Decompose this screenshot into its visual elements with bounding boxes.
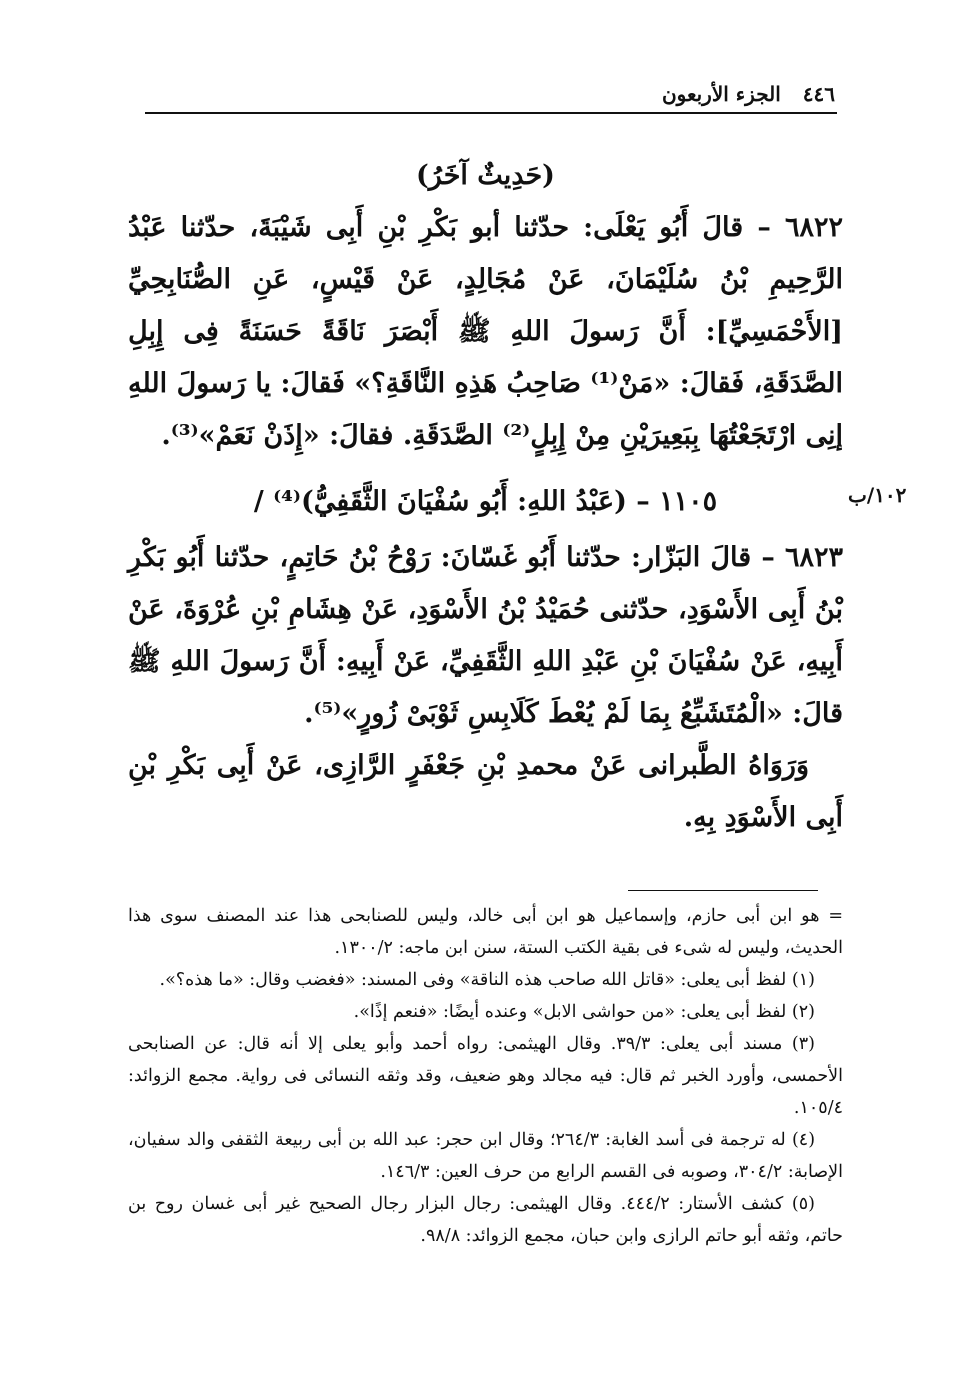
footnote-5: (٥) كشف الأستار: ٤٤٤/٢. وقال الهيثمى: رجال البزار رجال الصحيح غير أبى غسان روح بن حاتم، وثقه أبو حاتم الرازى وابن حبان، مجمع الزوائد: ٩٨/٨. [128,1194,843,1246]
header-rule [145,112,837,114]
part-title: الجزء الأربعون [661,82,781,106]
footnote-3: (٣) مسند أبى يعلى: ٣٩/٣. وقال الهيثمى: رواه أحمد وأبو يعلى إلا أنه قال: عن الصنابحى الأحمسى، وأورد الخبر ثم قال: فيه مجالد وهو ضعيف، وقد وثقه النسائى فى رواية. مجمع الزوائد: ١٠٥/٤. [128,1034,843,1118]
chapter-heading-1105: ١١٠٥ – (عَبْدُ اللهِ: أَبُو سُفْيَانَ الثَّقَفِيُّ)⁽⁴⁾ / [253,486,718,517]
riwaya-note: وَرَوَاهُ الطَّبرانى عَنْ محمدِ بْنِ جَعْفَرٍ الرَّازِى، عَنْ أَبِى بَكْرِ بْنِ أَبِى الأَسْوَدِ بِهِ. [128,750,843,833]
footnotes [128,900,843,1252]
footnote-separator [628,890,818,891]
footnote-4: (٤) له ترجمة فى أسد الغابة: ٢٦٤/٣؛ وقال ابن حجر: عبد الله بن أبى ربيعة الثقفى والد سفيان، الإصابة: ٣٠٤/٢، وصوبه فى القسم الرابع من حرف العين: ١٤٦/٣. [128,1130,843,1182]
footnote-1: (١) لفظ أبى يعلى: «قاتل الله صاحب هذه الناقة» وفى المسند: «فغضب وقال: «ما هذه؟». [159,970,815,990]
hadith-6822: ٦٨٢٢ – قالَ أَبُو يَعْلَى: حدّثنا أبو بَكْرِ بْنِ أَبِى شَيْبَةَ، حدّثنا عَبْدُ الرَّحِيمِ بْنُ سُلَيْمَانَ، عَنْ مُجَالِدٍ، عَنْ قَيْسٍ، عَنِ الصُّنَابِحِيِّ [الأَحْمَسِيِّ]: أَنَّ رَسولَ اللهِ ﷺ أَبْصَرَ نَاقَةً حَسَنَةً فِى إِبِلِ الصَّدَقَةِ، فَقالَ: «مَنْ⁽¹⁾ صَاحِبُ هَذِهِ النَّاقَةِ؟» فَقالَ: يا رَسولَ اللهِ إنِى ارْتَجَعْتُهَا بِبَعِيرَيْنِ مِنْ إِبِلٍ⁽²⁾ الصَّدَقَةِ. فقالَ: «إِذَنْ نَعَمْ»⁽³⁾. [128,212,843,451]
main-text [128,150,843,844]
footnote-2: (٢) لفظ أبى يعلى: «من حواشى الابل» وعنده أيضًا: «فنعم إذًا». [353,1002,815,1022]
manuscript-folio-note: ١٠٢/ب [848,483,907,507]
section-subheading: (حَدِيثٌ آخَرُ) [416,160,555,191]
page-number: ٤٤٦ [802,82,835,106]
footnote-continuation: = هو ابن أبى حازم، وإسماعيل هو ابن أبى خالد، وليس للصنابحى هذا عند المصنف سوى هذا الحديث، وليس له شىء فى بقية الكتب الستة، سنن ابن ماجه: ١٣٠٠/٢. [128,906,843,958]
hadith-6823: ٦٨٢٣ – قالَ البَزّار: حدّثنا أَبُو غَسّانَ: رَوْحُ بْنُ حَاتِمٍ، حدّثنا أَبُو بَكْرِ بْنُ أَبِى الأَسْوَدِ، حدّثنى حُمَيْدُ بْنُ الأَسْوَدِ، عَنْ هِشَامِ بْنِ عُرْوَةَ، عَنْ أَبِيهِ، عَنْ سُفْيَانَ بْنِ عَبْدِ اللهِ الثَّقَفِيِّ، عَنْ أَبِيهِ: أَنَّ رَسولَ اللهِ ﷺ قالَ: «الْمُتَشَبِّعُ بِمَا لَمْ يُعْطَ كَلَابِسِ ثَوْبَىْ زُورٍ»⁽⁵⁾. [128,542,843,729]
running-header [145,78,835,110]
